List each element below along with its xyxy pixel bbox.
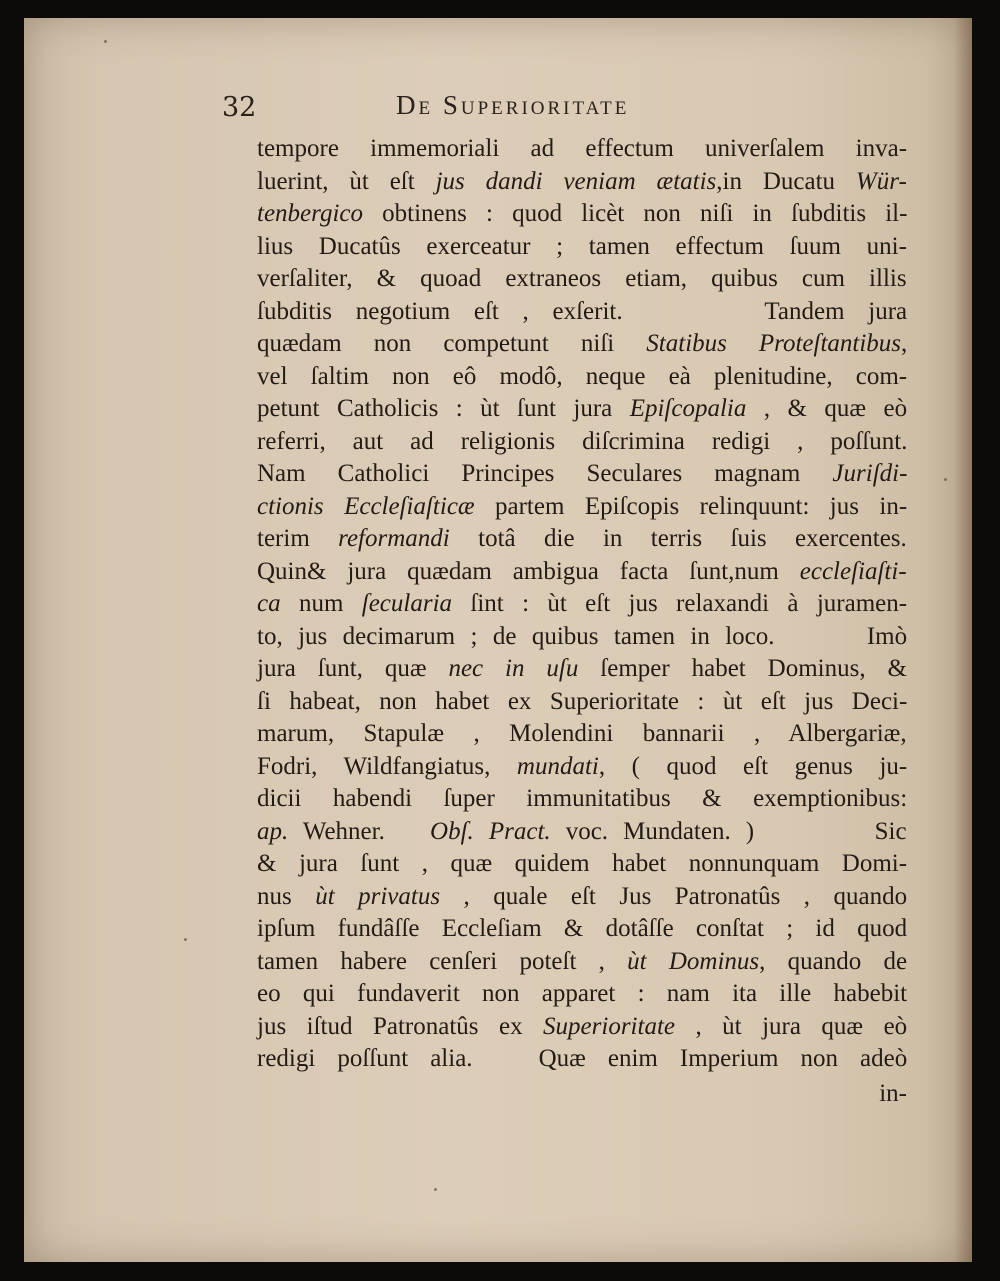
italic-text: nec in uſu xyxy=(448,655,579,682)
text-line xyxy=(257,848,907,881)
italic-text: eccleſiaſti- xyxy=(799,557,907,585)
roman-text: petunt Catholicis : ùt ſunt jura xyxy=(257,395,630,422)
text-line xyxy=(257,556,907,589)
text-line xyxy=(257,491,907,524)
foxing-spot xyxy=(434,1188,437,1191)
italic-text: ſecularia xyxy=(361,590,453,617)
text-line xyxy=(257,328,907,361)
roman-text: luerint, ùt eſt xyxy=(257,167,436,195)
foxing-spot xyxy=(944,478,947,481)
book-page xyxy=(24,18,972,1262)
line-text xyxy=(257,881,907,914)
line-text xyxy=(257,133,907,166)
line-text xyxy=(257,523,907,556)
italic-text: Obſ. Pract. xyxy=(430,817,551,845)
roman-text: totâ die in terris ſuis exercentes. xyxy=(449,525,907,552)
text-line xyxy=(257,751,907,784)
catchword: in- xyxy=(879,1079,907,1107)
roman-text: tempore immemoriali ad effectum univerſalem inva- xyxy=(257,135,908,162)
roman-text: jus iſtud Patronatûs ex xyxy=(257,1012,544,1040)
foxing-spot xyxy=(184,938,187,941)
text-line xyxy=(257,296,907,329)
roman-text: dicii habendi ſuper immunitatibus & exemptionibus: xyxy=(257,785,908,812)
roman-text: Wehner. xyxy=(288,817,431,845)
roman-text: , & quæ eò xyxy=(746,395,908,422)
roman-text: ipſum fundâſſe Eccleſiam & dotâſſe conſtat ; id quod xyxy=(257,915,908,942)
italic-text: Juriſdi- xyxy=(832,460,908,487)
line-text xyxy=(257,848,907,881)
text-line xyxy=(257,133,907,166)
roman-text: , ( quod eſt genus ju- xyxy=(598,752,908,780)
text-line xyxy=(257,653,907,686)
line-text xyxy=(257,231,907,264)
body-text xyxy=(257,133,907,1110)
line-text xyxy=(257,718,907,751)
line-text xyxy=(257,978,907,1011)
roman-text: tamen habere cenſeri poteſt , xyxy=(257,947,628,975)
line-text xyxy=(257,913,907,946)
roman-text: ſemper habet Dominus, & xyxy=(578,655,907,682)
roman-text: eo qui fundaverit non apparet : nam ita ille habebit xyxy=(257,980,908,1007)
text-line xyxy=(257,588,907,621)
page-number: 32 xyxy=(222,92,257,123)
roman-text: referri, aut ad religionis diſcrimina redigi , poſſunt. xyxy=(257,427,908,455)
italic-text: Epiſcopalia xyxy=(629,395,747,422)
roman-text: , xyxy=(901,330,908,357)
text-line xyxy=(257,783,907,816)
roman-text: num xyxy=(280,590,362,617)
roman-text: Fodri, Wildfangiatus, xyxy=(257,752,517,780)
italic-text: reformandi xyxy=(338,525,450,552)
roman-text: ſint : ùt eſt jus relaxandi à juramen- xyxy=(452,590,908,617)
text-line xyxy=(257,816,907,849)
italic-text: ùt Dominus xyxy=(627,947,760,975)
line-text xyxy=(257,653,907,686)
text-line xyxy=(257,718,907,751)
text-line xyxy=(257,913,907,946)
line-text xyxy=(257,263,907,296)
roman-text: to, jus decimarum ; de quibus tamen in loco. Imò xyxy=(257,622,908,650)
text-line xyxy=(257,231,907,264)
text-line xyxy=(257,1043,907,1076)
page-header xyxy=(24,88,972,128)
line-text xyxy=(257,198,907,231)
line-text xyxy=(257,621,907,654)
foxing-spot xyxy=(104,40,107,43)
roman-text: terim xyxy=(257,525,339,552)
text-line xyxy=(257,1011,907,1044)
roman-text: verſaliter, & quoad extraneos etiam, quibus cum illis xyxy=(257,265,907,292)
roman-text: partem Epiſcopis relinquunt: jus in- xyxy=(474,492,908,520)
text-line xyxy=(257,166,907,199)
line-text xyxy=(257,556,907,589)
roman-text: ,in Ducatu xyxy=(716,167,856,195)
line-text xyxy=(257,166,907,199)
italic-text: mundati xyxy=(516,752,599,780)
catchword-line xyxy=(257,1078,907,1111)
roman-text: , quando de xyxy=(759,947,908,975)
roman-text: voc. Mundaten. ) Sic xyxy=(550,817,907,845)
roman-text: Quin& jura quædam ambigua facta ſunt,num xyxy=(257,557,800,585)
roman-text: ſi habeat, non habet ex Superioritate : ùt eſt jus Deci- xyxy=(257,687,908,715)
roman-text: quædam non competunt niſi xyxy=(257,330,647,357)
text-line xyxy=(257,393,907,426)
line-text xyxy=(257,816,907,849)
line-text xyxy=(257,751,907,784)
line-text xyxy=(257,361,907,394)
roman-text: nus xyxy=(257,882,316,910)
line-text xyxy=(257,296,907,329)
roman-text: ſubditis negotium eſt , exſerit. Tandem jura xyxy=(257,297,908,325)
text-line xyxy=(257,361,907,394)
line-text xyxy=(257,458,907,491)
text-line xyxy=(257,198,907,231)
page-edge-shadow xyxy=(954,18,972,1262)
italic-text: Wür- xyxy=(855,167,907,195)
italic-text: Superioritate xyxy=(543,1012,675,1040)
text-line xyxy=(257,426,907,459)
roman-text: redigi poſſunt alia. Quæ enim Imperium non adeò xyxy=(257,1045,908,1072)
running-title: De Superioritate xyxy=(396,90,630,120)
roman-text: obtinens : quod licèt non niſi in ſubditis il- xyxy=(362,200,908,227)
text-line xyxy=(257,458,907,491)
italic-text: ùt privatus xyxy=(315,882,441,910)
line-text xyxy=(257,393,907,426)
italic-text: ca xyxy=(257,590,281,617)
text-line xyxy=(257,881,907,914)
roman-text: , quale eſt Jus Patronatûs , quando xyxy=(440,882,908,910)
italic-text: jus dandi veniam ætatis xyxy=(435,167,717,195)
italic-text: tenbergico xyxy=(257,200,363,227)
roman-text: Nam Catholici Principes Seculares magnam xyxy=(257,460,833,487)
line-text xyxy=(257,946,907,979)
line-text xyxy=(257,1011,907,1044)
text-line xyxy=(257,523,907,556)
line-text xyxy=(257,1043,907,1076)
line-text xyxy=(257,588,907,621)
text-line xyxy=(257,621,907,654)
line-text xyxy=(257,328,907,361)
roman-text: lius Ducatûs exerceatur ; tamen effectum ſuum uni- xyxy=(257,232,907,260)
roman-text: & jura ſunt , quæ quidem habet nonnunquam Domi- xyxy=(257,850,908,877)
italic-text: Statibus Proteſtantibus xyxy=(646,330,902,357)
roman-text: , ùt jura quæ eò xyxy=(674,1012,908,1040)
italic-text: ctionis Eccleſiaſticæ xyxy=(257,492,475,520)
text-line xyxy=(257,978,907,1011)
roman-text: jura ſunt, quæ xyxy=(257,655,449,682)
line-text xyxy=(257,426,907,459)
text-line xyxy=(257,946,907,979)
line-text xyxy=(257,783,907,816)
text-line xyxy=(257,263,907,296)
italic-text: ap. xyxy=(257,817,289,845)
roman-text: vel ſaltim non eô modô, neque eà plenitudine, com- xyxy=(257,362,908,390)
line-text xyxy=(257,686,907,719)
line-text xyxy=(257,491,907,524)
text-line xyxy=(257,686,907,719)
roman-text: marum, Stapulæ , Molendini bannarii , Albergariæ, xyxy=(257,720,907,747)
